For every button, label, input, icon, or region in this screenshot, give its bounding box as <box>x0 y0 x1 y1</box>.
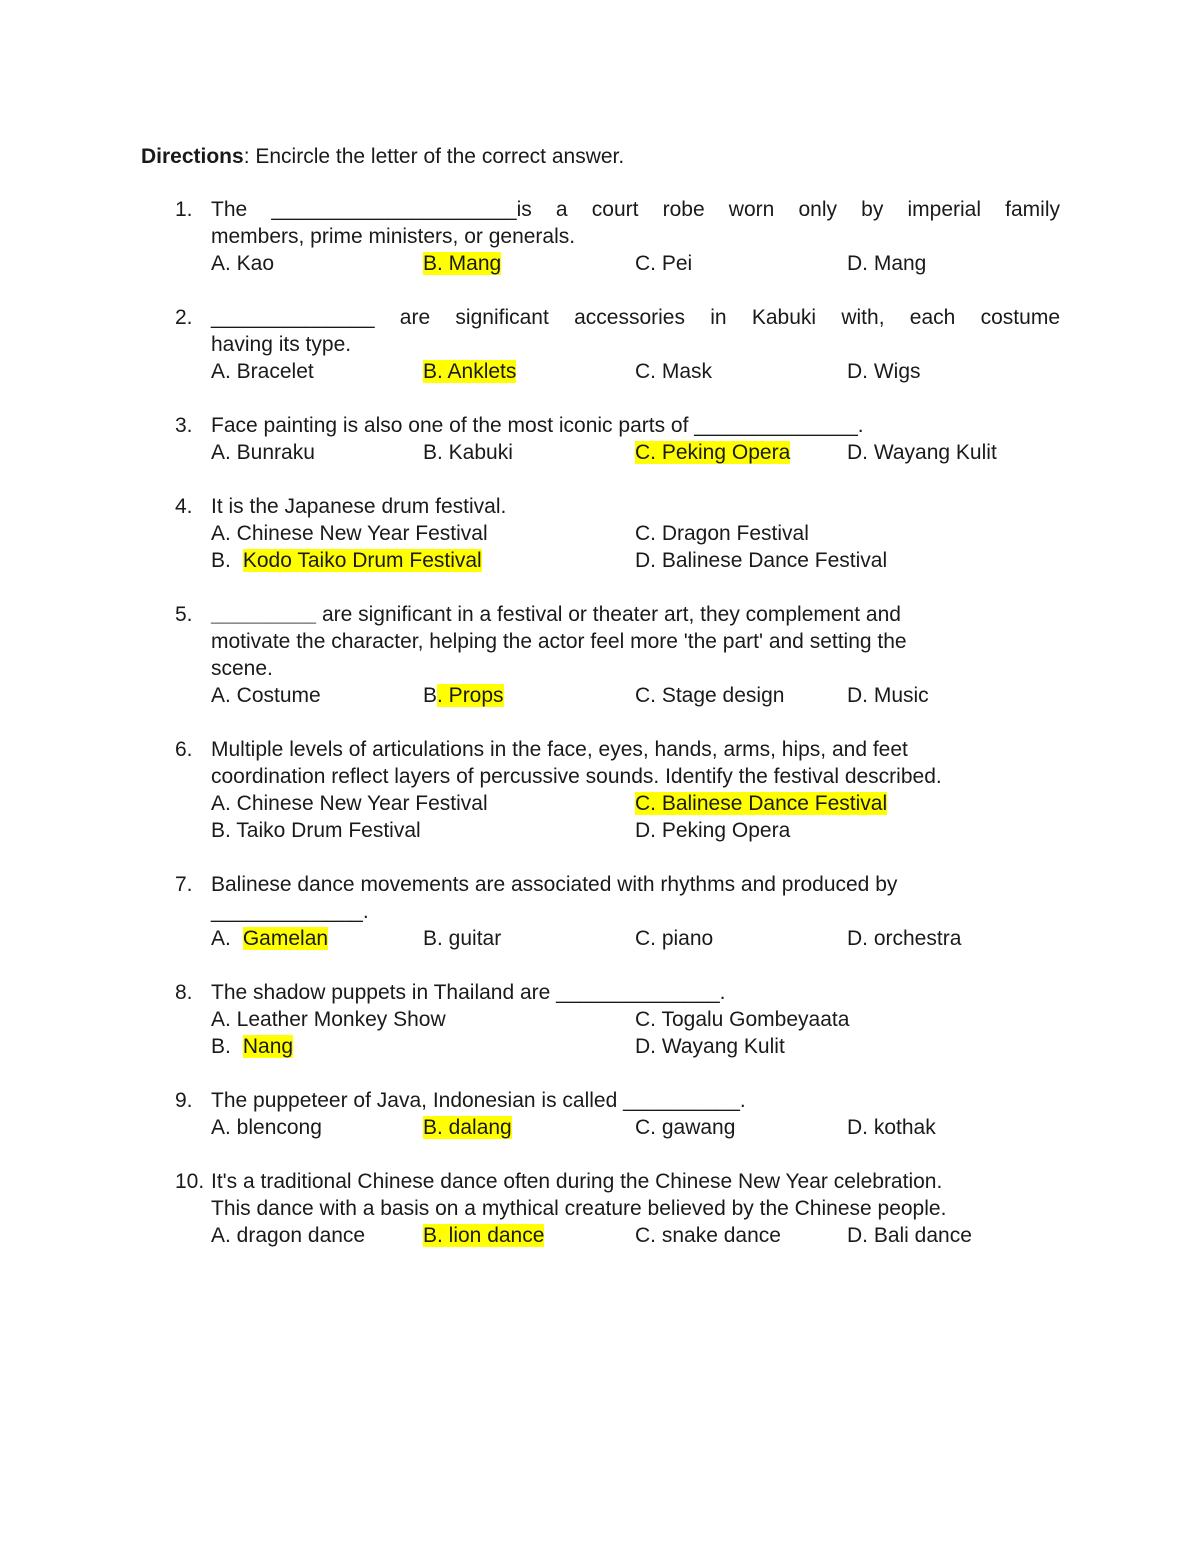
question-number: 2. <box>175 306 193 329</box>
option-b[interactable]: B. guitar <box>423 927 502 950</box>
question-number: 3. <box>175 414 193 437</box>
option-c-highlighted[interactable]: C. Balinese Dance Festival <box>635 792 888 815</box>
option-a[interactable]: A. Bracelet <box>211 360 314 383</box>
question-text: It's a traditional Chinese dance often during the Chinese New Year celebration. <box>211 1170 943 1193</box>
option-d[interactable]: D. Peking Opera <box>635 819 791 842</box>
option-b[interactable]: B. Kabuki <box>423 441 513 464</box>
option-a[interactable]: A. Costume <box>211 684 321 707</box>
option-letter: B. <box>211 549 231 572</box>
question-blank: _________ <box>211 603 317 626</box>
question-text: The puppeteer of Java, Indonesian is called __________. <box>211 1089 746 1112</box>
question-text: Balinese dance movements are associated with rhythms and produced by <box>211 873 898 896</box>
option-a-highlighted: Gamelan <box>242 927 329 950</box>
option-a[interactable]: A. Kao <box>211 252 275 275</box>
question-number: 1. <box>175 198 193 221</box>
question-number: 7. <box>175 873 193 896</box>
question-number: 8. <box>175 981 193 1004</box>
question-text: having its type. <box>211 333 352 356</box>
question-text: The shadow puppets in Thailand are ______________. <box>211 981 726 1004</box>
option-letter: B. <box>211 1035 231 1058</box>
option-b[interactable]: B. Taiko Drum Festival <box>211 819 421 842</box>
option-a[interactable]: A. Leather Monkey Show <box>211 1008 446 1031</box>
question-text: members, prime ministers, or generals. <box>211 225 576 248</box>
option-letter: B <box>423 684 438 707</box>
option-b-highlighted[interactable]: B. Mang <box>423 252 502 275</box>
option-d[interactable]: D. orchestra <box>847 927 962 950</box>
option-letter: A. <box>211 927 231 950</box>
answer-options <box>211 682 1060 709</box>
question-text: It is the Japanese drum festival. <box>211 495 507 518</box>
option-b[interactable] <box>211 547 635 574</box>
option-d[interactable]: D. kothak <box>847 1116 936 1139</box>
answer-options <box>211 925 1060 952</box>
option-d[interactable]: D. Bali dance <box>847 1224 972 1247</box>
question-number: 6. <box>175 738 193 761</box>
answer-options <box>211 250 1060 277</box>
option-d[interactable]: D. Music <box>847 684 929 707</box>
option-b-highlighted[interactable]: B. lion dance <box>423 1224 545 1247</box>
directions-text: : Encircle the letter of the correct answer. <box>243 145 625 168</box>
question-list <box>175 196 1060 1276</box>
question-6 <box>175 736 1060 844</box>
question-5 <box>175 601 1060 709</box>
question-number: 9. <box>175 1089 193 1112</box>
answer-options <box>211 439 1060 466</box>
option-a[interactable]: A. Chinese New Year Festival <box>211 792 488 815</box>
answer-options <box>211 1222 1060 1249</box>
directions <box>141 143 624 170</box>
question-text: Face painting is also one of the most iconic parts of ______________. <box>211 414 864 437</box>
question-text: _____________. <box>211 900 369 923</box>
question-text: scene. <box>211 657 273 680</box>
option-c[interactable]: C. Stage design <box>635 684 785 707</box>
question-text: motivate the character, helping the actor feel more 'the part' and setting the <box>211 630 907 653</box>
option-c[interactable]: C. snake dance <box>635 1224 781 1247</box>
question-7 <box>175 871 1060 952</box>
directions-label: Directions <box>141 145 244 168</box>
option-b[interactable] <box>423 682 635 709</box>
answer-options <box>211 790 1060 844</box>
answer-options <box>211 1006 1060 1060</box>
option-d[interactable]: D. Mang <box>847 252 927 275</box>
question-number: 4. <box>175 495 193 518</box>
question-number: 5. <box>175 603 193 626</box>
option-b-highlighted: Nang <box>242 1035 294 1058</box>
option-b-highlighted[interactable]: B. dalang <box>423 1116 512 1139</box>
question-8 <box>175 979 1060 1060</box>
option-b-highlighted: Kodo Taiko Drum Festival <box>242 549 482 572</box>
option-a[interactable] <box>211 925 423 952</box>
option-d[interactable]: D. Wigs <box>847 360 921 383</box>
question-number: 10. <box>175 1170 205 1193</box>
option-c[interactable]: C. piano <box>635 927 714 950</box>
option-a[interactable]: A. blencong <box>211 1116 322 1139</box>
option-d[interactable]: D. Wayang Kulit <box>635 1035 785 1058</box>
option-c[interactable]: C. gawang <box>635 1116 736 1139</box>
question-text: are significant in a festival or theater art, they complement and <box>316 603 901 626</box>
option-c[interactable]: C. Mask <box>635 360 713 383</box>
question-text: coordination reflect layers of percussive sounds. Identify the festival described. <box>211 765 942 788</box>
option-d[interactable]: D. Balinese Dance Festival <box>635 549 888 572</box>
answer-options <box>211 520 1060 574</box>
question-10 <box>175 1168 1060 1249</box>
question-text: This dance with a basis on a mythical creature believed by the Chinese people. <box>211 1197 947 1220</box>
question-text: Multiple levels of articulations in the face, eyes, hands, arms, hips, and feet <box>211 738 908 761</box>
question-text: ______________ are significant accessories in Kabuki with, each costume <box>211 306 1060 329</box>
option-c[interactable]: C. Pei <box>635 252 693 275</box>
question-4 <box>175 493 1060 574</box>
question-9 <box>175 1087 1060 1141</box>
question-3 <box>175 412 1060 466</box>
option-b-highlighted: . Props <box>437 684 504 707</box>
answer-options <box>211 358 1060 385</box>
option-d[interactable]: D. Wayang Kulit <box>847 441 997 464</box>
question-text: The _____________________is a court robe worn only by imperial family <box>211 198 1060 221</box>
question-1 <box>175 196 1060 277</box>
option-c-highlighted[interactable]: C. Peking Opera <box>635 441 791 464</box>
option-a[interactable]: A. Bunraku <box>211 441 315 464</box>
answer-options <box>211 1114 1060 1141</box>
option-b[interactable] <box>211 1033 635 1060</box>
question-2 <box>175 304 1060 385</box>
option-b-highlighted[interactable]: B. Anklets <box>423 360 517 383</box>
option-a[interactable]: A. dragon dance <box>211 1224 366 1247</box>
option-c[interactable]: C. Togalu Gombeyaata <box>635 1008 850 1031</box>
option-a[interactable]: A. Chinese New Year Festival <box>211 522 488 545</box>
option-c[interactable]: C. Dragon Festival <box>635 522 809 545</box>
